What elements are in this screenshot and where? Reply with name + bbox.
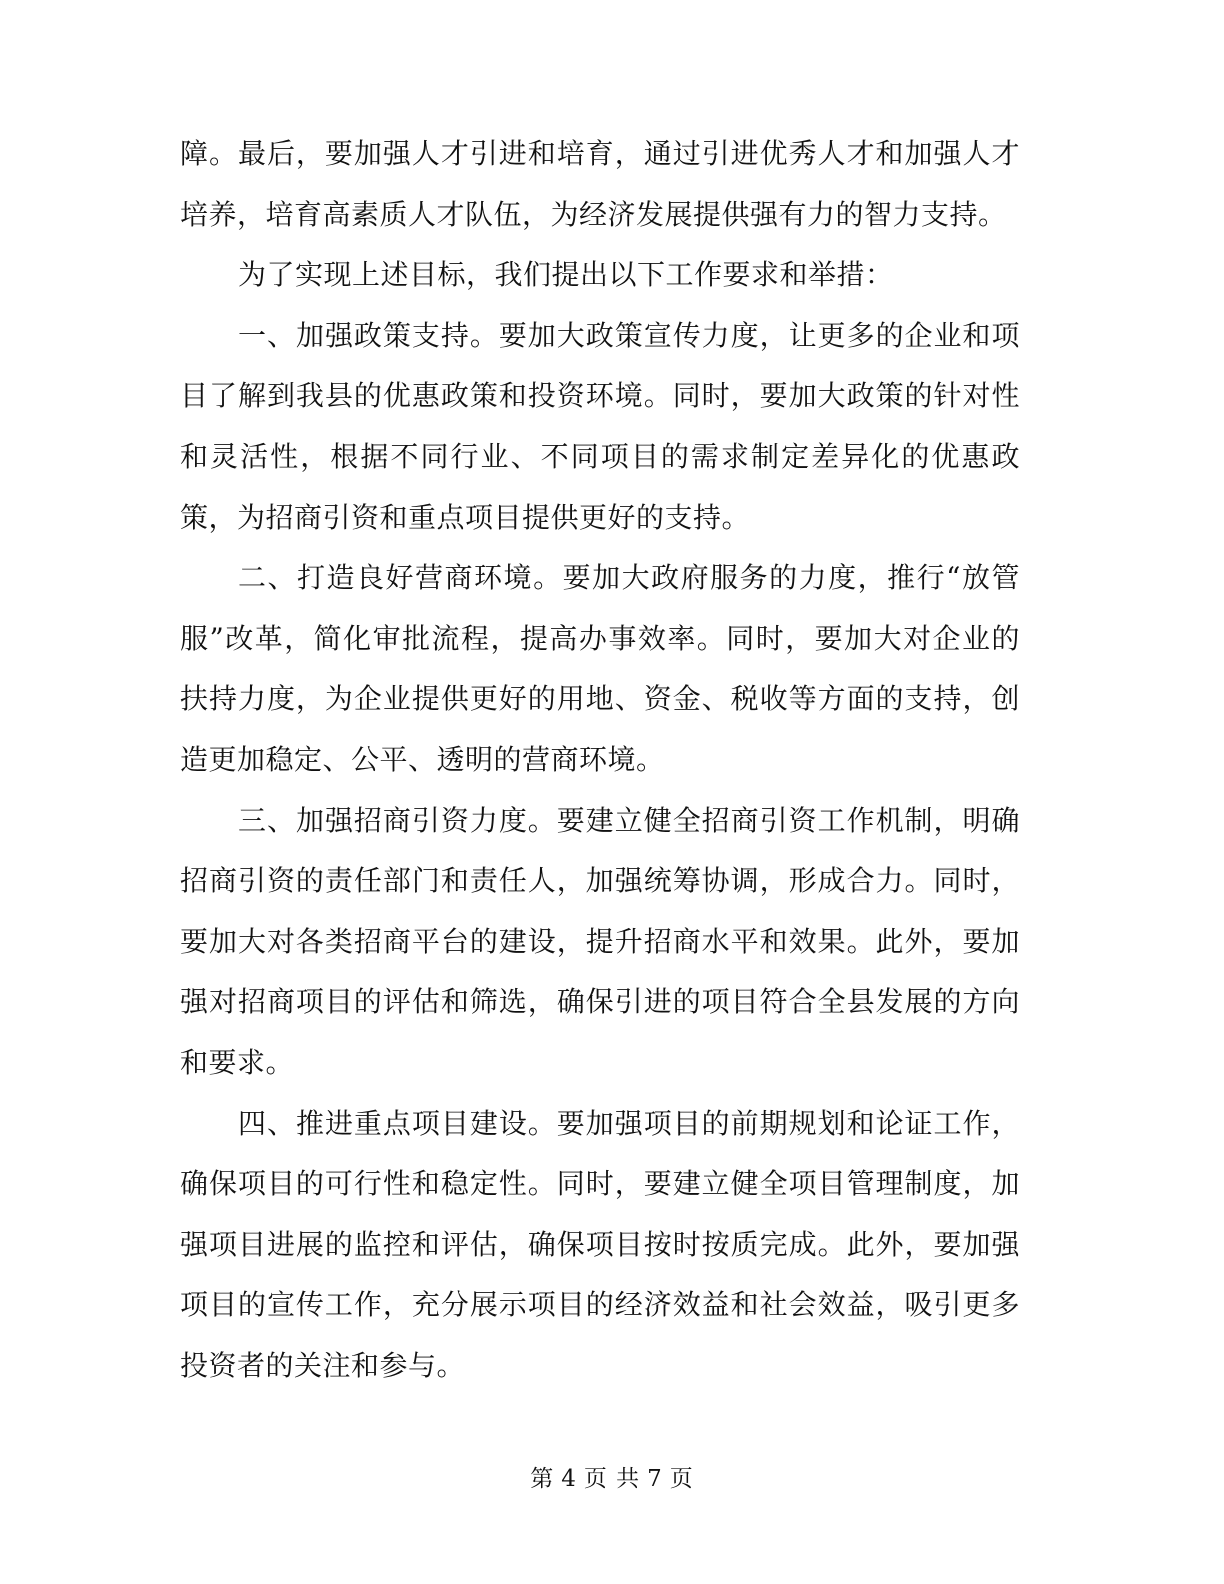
footer-prefix: 第 — [530, 1466, 555, 1492]
paragraph-policy-support: 一、加强政策支持。要加大政策宣传力度，让更多的企业和项目了解到我县的优惠政策和投资环境。同时，要加大政策的针对性和灵活性，根据不同行业、不同项目的需求制定差异化的优惠政策，为招商引资和重点项目提供更好的支持。 — [180, 318, 1020, 534]
document-body — [180, 124, 1020, 1396]
footer-middle: 页 共 — [583, 1466, 641, 1492]
footer-suffix: 页 — [669, 1466, 694, 1492]
paragraph-key-projects: 四、推进重点项目建设。要加强项目的前期规划和论证工作，确保项目的可行性和稳定性。同时，要建立健全项目管理制度，加强项目进展的监控和评估，确保项目按时按质完成。此外，要加强项目的宣传工作，充分展示项目的经济效益和社会效益，吸引更多投资者的关注和参与。 — [180, 1106, 1020, 1382]
paragraph-business-environment: 二、打造良好营商环境。要加大政府服务的力度，推行“放管服”改革，简化审批流程，提高办事效率。同时，要加大对企业的扶持力度，为企业提供更好的用地、资金、税收等方面的支持，创造更加稳定、公平、透明的营商环境。 — [180, 561, 1020, 776]
total-page-number: 7 — [647, 1466, 663, 1492]
paragraph-intro: 为了实现上述目标，我们提出以下工作要求和举措： — [238, 258, 894, 292]
page-number-footer — [0, 1460, 1224, 1493]
current-page-number: 4 — [561, 1466, 577, 1492]
paragraph-investment-attraction: 三、加强招商引资力度。要建立健全招商引资工作机制，明确招商引资的责任部门和责任人，加强统筹协调，形成合力。同时，要加大对各类招商平台的建设，提升招商水平和效果。此外，要加强对招商项目的评估和筛选，确保引进的项目符合全县发展的方向和要求。 — [180, 803, 1020, 1079]
paragraph-continuation: 障。最后，要加强人才引进和培育，通过引进优秀人才和加强人才培养，培育高素质人才队伍，为经济发展提供强有力的智力支持。 — [180, 137, 1020, 231]
